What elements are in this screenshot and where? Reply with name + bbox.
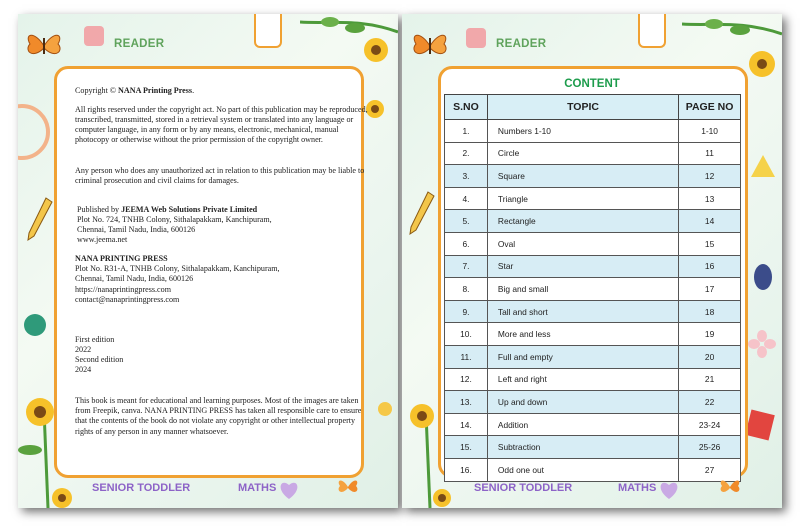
row-topic: Tall and short [487, 300, 678, 323]
liability-paragraph: Any person who does any unauthorized act in relation to this publication may be liable to criminal prosecution and civil claims for damages. [75, 165, 365, 185]
edition-line: Second edition [75, 354, 124, 364]
row-page: 16 [679, 255, 741, 278]
pink-paint-blob [466, 28, 486, 48]
table-row [445, 210, 741, 233]
row-page: 15 [679, 232, 741, 255]
butterfly-icon [336, 476, 360, 498]
edition-year: 2022 [75, 344, 92, 354]
row-number: 5. [445, 210, 488, 233]
footer-senior-toddler-label: SENIOR TODDLER [474, 482, 573, 494]
butterfly-icon [410, 28, 450, 64]
row-page: 18 [679, 300, 741, 323]
table-row [445, 323, 741, 346]
sunflower-vine-decoration [300, 14, 398, 74]
table-row [445, 187, 741, 210]
yellow-triangle-icon [750, 154, 776, 178]
row-page: 21 [679, 368, 741, 391]
row-number: 11. [445, 345, 488, 368]
table-row [445, 278, 741, 301]
red-rectangle-icon [745, 409, 775, 440]
column-header-topic: TOPIC [487, 95, 678, 120]
row-number: 15. [445, 436, 488, 459]
row-topic: Rectangle [487, 210, 678, 233]
printer-website: https://nanaprintingpress.com [75, 284, 171, 294]
printer-email: contact@nanaprintingpress.com [75, 294, 180, 304]
table-row [445, 120, 741, 143]
published-by-line: Published by JEEMA Web Solutions Private Limited [77, 204, 258, 214]
printer-name: NANA PRINTING PRESS [75, 254, 168, 264]
row-page: 11 [679, 142, 741, 165]
publisher-address-line: Chennai, Tamil Nadu, India, 600126 [77, 224, 196, 234]
row-topic: Left and right [487, 368, 678, 391]
row-number: 16. [445, 458, 488, 481]
row-number: 6. [445, 232, 488, 255]
footer-maths-label: MATHS [618, 482, 657, 494]
row-topic: Circle [487, 142, 678, 165]
row-number: 4. [445, 187, 488, 210]
top-tab [254, 14, 282, 48]
heart-icon [278, 480, 300, 500]
printer-address-line: Plot No. R31-A, TNHB Colony, Sithalapakkam, Kanchipuram, [75, 264, 280, 274]
pink-paint-blob [84, 26, 104, 46]
copyright-text-block [75, 86, 371, 437]
yellow-paint-dot [378, 402, 392, 416]
row-page: 17 [679, 278, 741, 301]
row-number: 9. [445, 300, 488, 323]
butterfly-icon [24, 28, 64, 64]
publisher-address-line: Plot No. 724, TNHB Colony, Sithalapakkam, Kanchipuram, [77, 214, 272, 224]
pencil-icon [408, 190, 436, 236]
table-row [445, 436, 741, 459]
row-number: 10. [445, 323, 488, 346]
header-reader-label: READER [496, 38, 547, 50]
row-topic: More and less [487, 323, 678, 346]
edition-line: First edition [75, 334, 115, 344]
row-number: 2. [445, 142, 488, 165]
table-row [445, 458, 741, 481]
row-number: 13. [445, 391, 488, 414]
row-page: 13 [679, 187, 741, 210]
row-page: 22 [679, 391, 741, 414]
table-row [445, 413, 741, 436]
printer-address-line: Chennai, Tamil Nadu, India, 600126 [75, 274, 194, 284]
row-topic: Addition [487, 413, 678, 436]
table-row [445, 300, 741, 323]
row-topic: Subtraction [487, 436, 678, 459]
disclaimer-paragraph: This book is meant for educational and learning purposes. Most of the images are taken from Freepik, canva. NANA PRINTING PRESS has taken all responsible care to ensure that the contents of the book do not violate any copyright or other intellectual property rights of any person in any manner whatsoever. [75, 396, 362, 436]
green-paint-dot [24, 314, 46, 336]
row-number: 7. [445, 255, 488, 278]
row-page: 20 [679, 345, 741, 368]
row-topic: Odd one out [487, 458, 678, 481]
row-page: 27 [679, 458, 741, 481]
content-table [444, 94, 741, 482]
rights-paragraph: All rights reserved under the copyright act. No part of this publication may be reproduced, transcribed, transmitted, stored in a retrieval system or translated into any language or computer language, in any form or by any means, electronic, mechanical, manual photocopy or otherwise without the prior permission of the copyright owner. [75, 105, 368, 145]
row-page: 19 [679, 323, 741, 346]
row-number: 12. [445, 368, 488, 391]
pencil-icon [26, 196, 54, 242]
table-row [445, 345, 741, 368]
right-page [402, 14, 782, 508]
row-page: 12 [679, 165, 741, 188]
table-row [445, 391, 741, 414]
header-reader-label: READER [114, 38, 165, 50]
row-number: 3. [445, 165, 488, 188]
top-tab [638, 14, 666, 48]
row-page: 25-26 [679, 436, 741, 459]
blue-oval-icon [754, 264, 772, 290]
row-topic: Triangle [487, 187, 678, 210]
footer-maths-label: MATHS [238, 482, 277, 494]
column-header-sno: S.NO [445, 95, 488, 120]
table-row [445, 368, 741, 391]
row-page: 14 [679, 210, 741, 233]
heart-icon [658, 480, 680, 500]
row-number: 14. [445, 413, 488, 436]
table-row [445, 255, 741, 278]
butterfly-icon [718, 476, 742, 498]
table-header-row [445, 95, 741, 120]
pink-flower-icon [748, 330, 776, 358]
content-title: CONTENT [564, 78, 620, 90]
row-topic: Numbers 1-10 [487, 120, 678, 143]
row-page: 1-10 [679, 120, 741, 143]
row-page: 23-24 [679, 413, 741, 436]
table-row [445, 232, 741, 255]
publisher-website: www.jeema.net [77, 235, 128, 245]
column-header-page-no: PAGE NO [679, 95, 741, 120]
orange-ring-decoration [18, 104, 50, 160]
footer-senior-toddler-label: SENIOR TODDLER [92, 482, 191, 494]
row-number: 1. [445, 120, 488, 143]
row-topic: Square [487, 165, 678, 188]
row-topic: Star [487, 255, 678, 278]
table-row [445, 142, 741, 165]
row-topic: Up and down [487, 391, 678, 414]
edition-year: 2024 [75, 365, 92, 375]
left-page [18, 14, 398, 508]
row-topic: Full and empty [487, 345, 678, 368]
copyright-line: Copyright © NANA Printing Press. [75, 86, 195, 95]
row-topic: Oval [487, 232, 678, 255]
row-number: 8. [445, 278, 488, 301]
row-topic: Big and small [487, 278, 678, 301]
table-row [445, 165, 741, 188]
